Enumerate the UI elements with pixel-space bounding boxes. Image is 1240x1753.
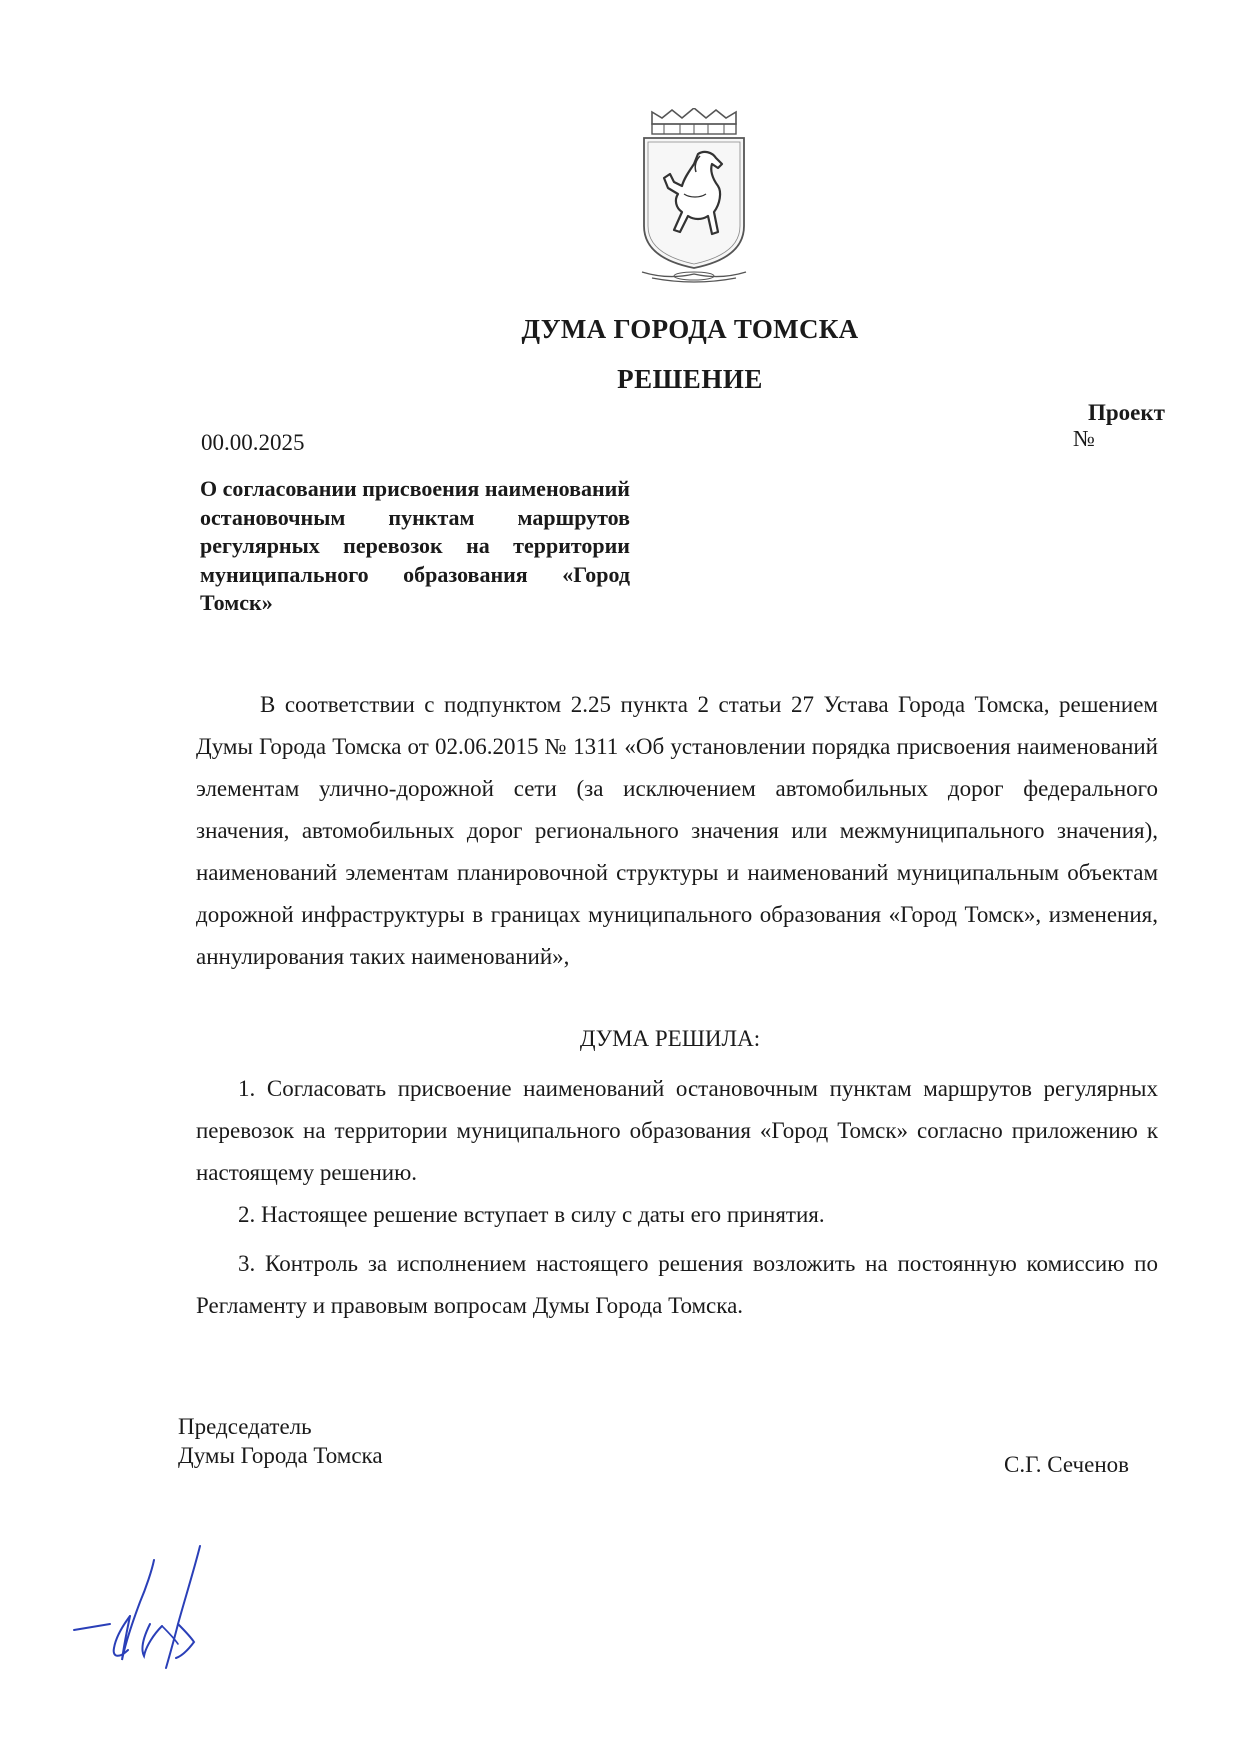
clause-3: 3. Контроль за исполнением настоящего решения возложить на постоянную комиссию по Регламенту и правовым вопросам Думы Города Томска. xyxy=(196,1251,1158,1318)
document-date: 00.00.2025 xyxy=(201,430,305,455)
signatory-title-line1: Председатель xyxy=(178,1414,312,1439)
signatory-title-line2: Думы Города Томска xyxy=(178,1443,383,1468)
coat-of-arms-emblem xyxy=(638,108,750,286)
clause-2: 2. Настоящее решение вступает в силу с даты его принятия. xyxy=(238,1202,825,1227)
document-number-label: № xyxy=(1073,426,1095,451)
clause-1: 1. Согласовать присвоение наименований остановочным пунктам маршрутов регулярных перевозок на территории муниципального образования «Город Томск» согласно приложению к настоящему решению. xyxy=(196,1076,1158,1185)
document-subject: О согласовании присвоения наименований остановочным пунктам маршрутов регулярных перевозок на территории муниципального образования «Город Томск» xyxy=(200,476,630,615)
preamble-paragraph: В соответствии с подпунктом 2.25 пункта 2 статьи 27 Устава Города Томска, решением Думы Города Томска от 02.06.2015 № 1311 «Об установлении порядка присвоения наименований элементам улично-дорожной сети (за исключением автомобильных дорог федерального значения, автомобильных дорог регионального значения или межмуниципального значения), наименований элементам планировочной структуры и наименований муниципальным объектам дорожной инфраструктуры в границах муниципального образования «Город Томск», изменения, аннулирования таких наименований», xyxy=(196,692,1158,969)
organization-title: ДУМА ГОРОДА ТОМСКА xyxy=(521,314,859,344)
handwritten-signature xyxy=(66,1540,226,1680)
draft-label: Проект xyxy=(1088,400,1165,425)
document-type-title: РЕШЕНИЕ xyxy=(617,364,763,394)
signatory-name: С.Г. Сеченов xyxy=(1004,1452,1129,1477)
resolution-heading: ДУМА РЕШИЛА: xyxy=(579,1026,761,1051)
